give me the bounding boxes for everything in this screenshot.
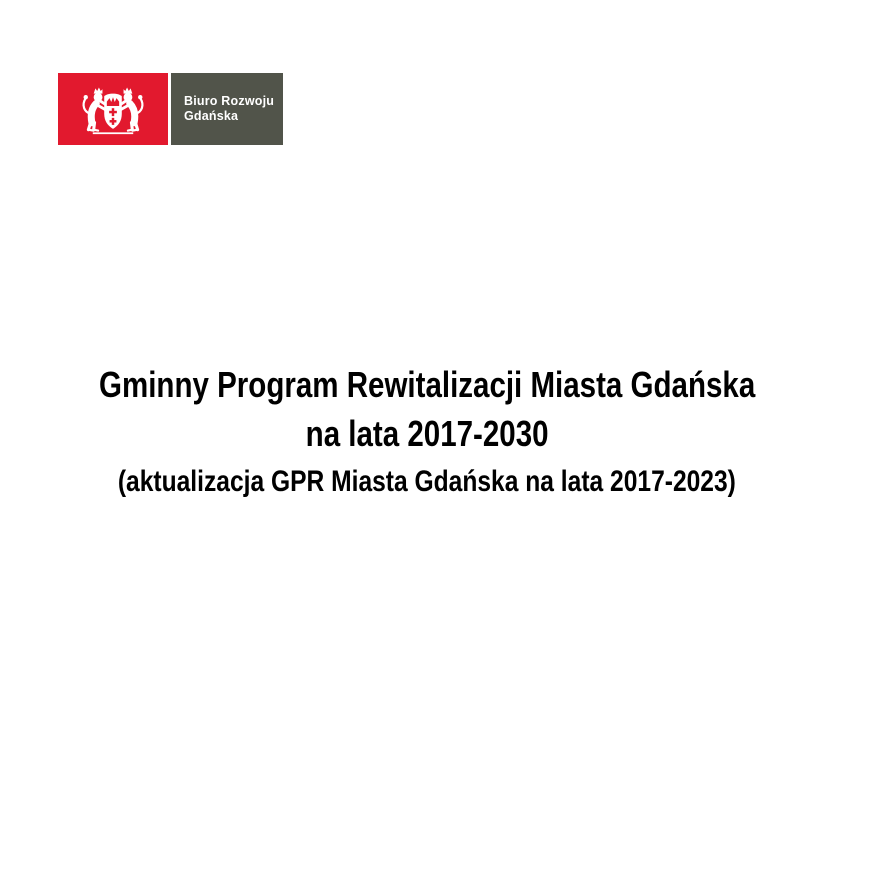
- title-line-1-text: Gminny Program Rewitalizacji Miasta Gdańska: [98, 364, 756, 405]
- logo-text-panel: [171, 73, 283, 145]
- title-line-1: [0, 360, 854, 409]
- logo-red-panel: [58, 73, 168, 145]
- logo-org-name-line1: Biuro Rozwoju: [184, 93, 275, 108]
- title-line-2: [0, 409, 854, 458]
- document-title-block: [0, 360, 854, 504]
- brg-logo: [58, 73, 283, 145]
- document-subtitle-text: (aktualizacja GPR Miasta Gdańska na lata 2017-2023): [117, 465, 737, 498]
- title-line-2-text: na lata 2017-2030: [305, 413, 549, 454]
- document-subtitle: [0, 460, 854, 504]
- gdansk-coat-of-arms-icon: [69, 84, 157, 135]
- logo-org-name-line2: Gdańska: [184, 109, 239, 123]
